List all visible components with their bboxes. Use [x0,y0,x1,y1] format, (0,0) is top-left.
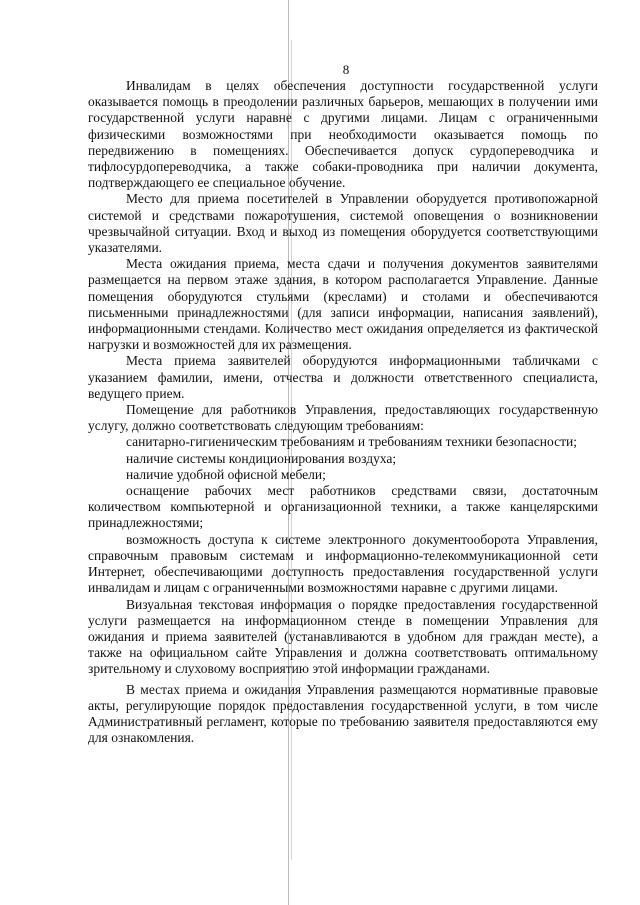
paragraph-staff-requirements: Помещение для работников Управления, предоставляющих государственную услугу, должно соответствовать следующим требованиям: [88,402,598,434]
paragraph-waiting-area: Места ожидания приема, места сдачи и получения документов заявителями размещается на первом этаже здания, в котором располагается Управление. Данные помещения оборудуются стульями (креслами) и столами и обеспечиваются письменными принадлежностями (для записи информации, написания заявлений), информационными стендами. Количество мест ожидания определяется из фактической нагрузки и возможностей для их размещения. [88,256,598,353]
paragraph-reception-signs: Места приема заявителей оборудуются информационными табличками с указанием фамилии, имени, отчества и должности ответственного специалиста, ведущего прием. [88,353,598,401]
paragraph-fire-safety: Место для приема посетителей в Управлении оборудуется противопожарной системой и средствами пожаротушения, системой оповещения о возникновении чрезвычайной ситуации. Вход и выход из помещения оборудуется соответствующими указателями. [88,191,598,256]
list-item-air-conditioning: наличие системы кондиционирования воздуха; [126,450,397,466]
document-body [88,78,598,746]
list-item-document-system: возможность доступа к системе электронного документооборота Управления, справочным правовым системам и информационно-телекоммуникационной сети Интернет, обеспечивающими доступность предоставления государственной услуги инвалидам и лицам с ограниченными возможностями наравне с другими лицами. [88,531,598,596]
page-number: 8 [342,62,350,77]
list-item-furniture: наличие удобной офисной мебели; [126,466,326,482]
paragraph-legal-acts: В местах приема и ожидания Управления размещаются нормативные правовые акты, регулирующие порядок предоставления государственной услуги, в том числе Административный регламент, которые по требованию заявителя предоставляются ему для ознакомления. [88,681,598,746]
list-item-equipment: оснащение рабочих мест работников средствами связи, достаточным количеством компьютерной и организационной техники, а также канцелярскими принадлежностями; [88,483,598,531]
paragraph-visual-information: Визуальная текстовая информация о порядке предоставления государственной услуги размещается на информационном стенде в помещении Управления для ожидания и приема заявителей (устанавливаются в удобном для граждан месте), а также на официальном сайте Управления и должна соответствовать оптимальному зрительному и слуховому восприятию этой информации гражданами. [88,596,598,677]
paragraph-accessibility: Инвалидам в целях обеспечения доступности государственной услуги оказывается помощь в преодолении различных барьеров, мешающих в получении ими государственной услуги наравне с другими лицами. Лицам с ограниченными физическими возможностями при необходимости оказывается помощь по передвижению в помещениях. Обеспечивается допуск сурдопереводчика и тифлосурдопереводчика, а также собаки-проводника при наличии документа, подтверждающего ее специальное обучение. [88,78,598,191]
list-item-sanitary: санитарно-гигиеническим требованиям и требованиям техники безопасности; [126,434,577,450]
